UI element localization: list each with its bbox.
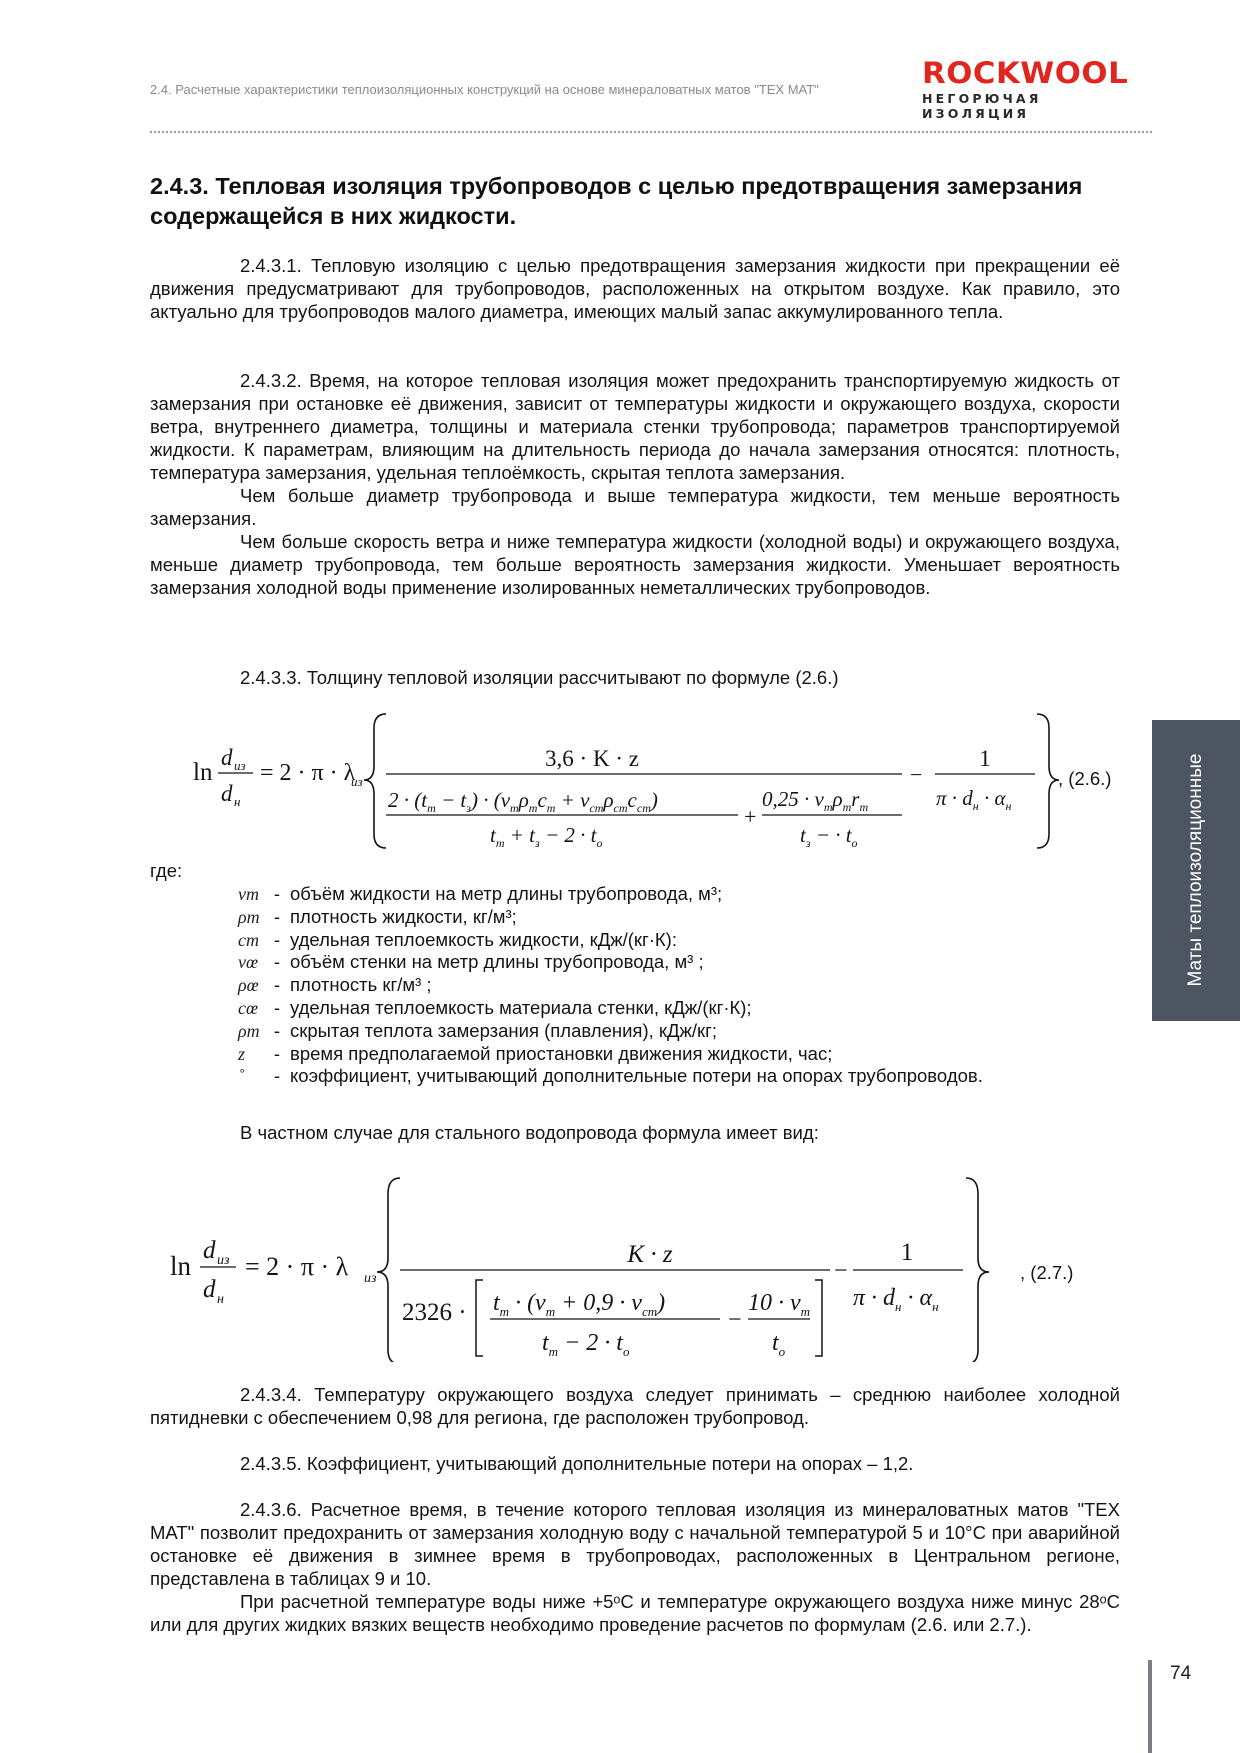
legend-description: плотность кг/м³ ;	[290, 974, 432, 996]
legend-description: объём стенки на метр длины трубопровода, м³ ;	[290, 951, 704, 973]
running-header: 2.4. Расчетные характеристики теплоизоляционных конструкций на основе минераловатных матов "ТЕХ МАТ"	[150, 82, 819, 97]
legend-symbol: ρm	[238, 906, 260, 927]
svg-text:0,25 · vтρтrт: $0,25 \cdot v_т\rho_тr_т$	[762, 787, 869, 814]
svg-text:н: н	[234, 794, 241, 809]
paragraph-block-6	[150, 1452, 1120, 1475]
paragraph-special-case: В частном случае для стального водопровода формула имеет вид:	[240, 1122, 819, 1143]
svg-text:π · dн · αн: $\pi \cdot d_н \cdot \alpha_н$	[936, 786, 1012, 813]
formula-2-6-ln: ln	[193, 759, 213, 786]
svg-text:K · z: K · z	[627, 1241, 673, 1268]
legend-description: плотность жидкости, кг/м³;	[290, 905, 517, 927]
page-number-rule	[1148, 1660, 1152, 1753]
paragraph-2-4-3-2: 2.4.3.2. Время, на которое тепловая изоляция может предохранить транспортируемую жидкость от замерзания при остановке её движения, зависит от температуры жидкости и окружающего воздуха, скорости ветра, внутреннего диаметра, толщины и материала стенки трубопровода; параметров транспортируемой жидкости. К параметрам, влияющим на длительность периода до начала замерзания относятся: плотность, температура замерзания, удельная теплоёмкость, скрытая теплота замерзания.	[150, 370, 1120, 483]
svg-text:1: 1	[979, 746, 991, 771]
svg-text:из: из	[364, 1271, 377, 1286]
legend-description: удельная теплоемкость жидкости, кДж/(кг·К):	[290, 928, 677, 950]
legend-symbol: ρœ	[238, 975, 259, 996]
svg-text:1: 1	[900, 1239, 914, 1266]
svg-text:2 · (tт − tз) · (vтρтcт + vстρ: $2 \cdot (t_т - t_з) \cdot (v_т\rho_тc_т + v_{ст}\rho_{ст}c_{ст})$	[388, 788, 658, 815]
paragraph-block-2	[150, 369, 1120, 599]
formula-2-6-number: , (2.6.)	[1058, 768, 1112, 789]
legend-symbol: ρm	[238, 1020, 260, 1041]
paragraph-wind: Чем больше скорость ветра и ниже температура жидкости (холодной воды) и окружающего воздуха, меньше диаметр трубопровода, тем больше вероятность замерзания жидкости. Уменьшает вероятность замерзания холодной воды применение изолированных неметаллических трубопроводов.	[150, 531, 1120, 598]
svg-text:3,6 · K · z: 3,6 · K · z	[545, 746, 639, 771]
legend-item: ρœ - плотность кг/м³ ;	[238, 974, 1138, 997]
formula-2-7-graphic	[150, 1172, 1150, 1362]
legend-item: νœ - объём стенки на метр длины трубопровода, м³ ;	[238, 951, 1138, 974]
legend-item: z - время предполагаемой приостановки движения жидкости, час;	[238, 1043, 1138, 1066]
svg-text:из: из	[217, 1253, 230, 1268]
side-chapter-tab	[1152, 720, 1240, 1021]
svg-text:10 · vт: $10 \cdot v_т$	[748, 1290, 811, 1319]
legend-symbol: νœ	[238, 952, 258, 973]
page-number: 74	[1170, 1663, 1192, 1684]
svg-text:d: d	[221, 781, 233, 806]
legend-description: удельная теплоемкость материала стенки, кДж/(кг·К);	[290, 996, 752, 1018]
svg-text:tт · (vт + 0,9 · vст): $t_т \cdot (v_т + 0,9 \cdot v_{ст})$	[493, 1290, 666, 1319]
svg-text:tо: $t_о$	[772, 1330, 786, 1359]
legend-symbol: z	[238, 1043, 246, 1064]
legend-symbol: cœ	[238, 997, 258, 1018]
svg-text:н: н	[217, 1292, 224, 1307]
header-divider	[150, 131, 1152, 133]
legend-item: ρm - скрытая теплота замерзания (плавления), кДж/кг;	[238, 1020, 1138, 1043]
svg-text:tт + tз − 2 · tо: $t_т + t_з - 2 \cdot t_о$	[490, 823, 603, 850]
symbol-legend	[238, 883, 1138, 1088]
svg-text:−: −	[728, 1307, 742, 1333]
svg-text:tт − 2 · tо: $t_т - 2 \cdot t_о$	[542, 1330, 630, 1359]
paragraph-block-1	[150, 254, 1120, 323]
svg-text:−: −	[910, 762, 923, 787]
svg-text:= 2 · π · λ: = 2 · π · λ	[245, 1252, 349, 1281]
svg-text:из: из	[234, 758, 246, 773]
where-label: где:	[150, 860, 183, 881]
svg-text:2326 ·: 2326 ·	[402, 1299, 467, 1326]
paragraph-2-4-3-4: 2.4.3.4. Температуру окружающего воздуха следует принимать – среднюю наиболее холодной пятидневки с обеспечением 0,98 для региона, где расположен трубопровод.	[150, 1384, 1120, 1428]
paragraph-diameter: Чем больше диаметр трубопровода и выше температура жидкости, тем меньше вероятность замерзания.	[150, 485, 1120, 529]
paragraph-2-4-3-5: 2.4.3.5. Коэффициент, учитывающий дополнительные потери на опорах – 1,2.	[240, 1453, 914, 1474]
svg-text:π · dн · αн: $\pi \cdot d_н \cdot \alpha_н$	[853, 1285, 939, 1314]
legend-symbol: ˚	[238, 1066, 244, 1087]
legend-description: объём жидкости на метр длины трубопровода, м³;	[290, 883, 723, 904]
paragraph-block-5	[150, 1383, 1120, 1429]
svg-text:+: +	[744, 804, 757, 829]
paragraph-block-7	[150, 1498, 1120, 1636]
legend-item: νm - объём жидкости на метр длины трубопровода, м³;	[238, 883, 1138, 906]
side-tab-label: Маты теплоизоляционные	[1185, 753, 1206, 987]
svg-text:d: d	[203, 1237, 216, 1264]
paragraph-block-4	[150, 1121, 1120, 1144]
formula-2-7-number: , (2.7.)	[1020, 1262, 1074, 1283]
svg-text:tз − · tо: $t_з$ − · $t_о$	[800, 823, 858, 850]
logo-wordmark: ROCKWOOL	[922, 56, 1129, 90]
paragraph-block-3	[150, 666, 1120, 689]
svg-text:из: из	[351, 774, 363, 789]
svg-text:ln: ln	[170, 1251, 192, 1281]
rockwool-logo	[922, 58, 1156, 121]
formula-2-7	[150, 1172, 1150, 1362]
legend-item: cœ - удельная теплоемкость материала стенки, кДж/(кг·К);	[238, 997, 1138, 1020]
logo-tagline: НЕГОРЮЧАЯ ИЗОЛЯЦИЯ	[922, 91, 1042, 121]
paragraph-2-4-3-6: 2.4.3.6. Расчетное время, в течение которого тепловая изоляция из минераловатных матов "ТЕХ МАТ" позволит предохранить от замерзания холодную воду с начальной температурой 5 и 10°С при аварийной остановке её движения в зимнее время в трубопроводах, расположенных в Центральном регионе, представлена в таблицах 9 и 10.	[150, 1499, 1120, 1589]
paragraph-2-4-3-3: 2.4.3.3. Толщину тепловой изоляции рассчитывают по формуле (2.6.)	[240, 667, 839, 688]
legend-item: ˚ - коэффициент, учитывающий дополнительные потери на опорах трубопроводов.	[238, 1065, 1138, 1088]
svg-text:= 2 · π · λ: = 2 · π · λ	[260, 760, 356, 786]
legend-symbol: cm	[238, 929, 259, 950]
legend-symbol: νm	[238, 884, 259, 904]
legend-description: коэффициент, учитывающий дополнительные потери на опорах трубопроводов.	[290, 1065, 983, 1087]
legend-description: скрытая теплота замерзания (плавления), кДж/кг;	[290, 1019, 718, 1041]
paragraph-2-4-3-1: 2.4.3.1. Тепловую изоляцию с целью предотвращения замерзания жидкости при прекращении её движения предусматривают для трубопроводов, расположенных на открытом воздухе. Как правило, это актуально для трубопроводов малого диаметра, имеющих малый запас аккумулированного тепла.	[150, 255, 1120, 322]
legend-item: cm - удельная теплоемкость жидкости, кДж/(кг·К):	[238, 929, 1138, 952]
svg-text:d: d	[221, 745, 233, 770]
legend-description: время предполагаемой приостановки движения жидкости, час;	[290, 1042, 833, 1064]
formula-2-6-graphic	[150, 706, 1150, 856]
formula-2-6	[150, 706, 1150, 856]
paragraph-low-temperature: При расчетной температуре воды ниже +5ᵒС и температуре окружающего воздуха ниже минус 28ᵒС или для других жидких вязких веществ необходимо проведение расчетов по формулам (2.6. или 2.7.).	[150, 1591, 1120, 1635]
svg-text:d: d	[203, 1276, 216, 1303]
legend-item: ρm - плотность жидкости, кг/м³;	[238, 906, 1138, 929]
section-title: 2.4.3. Тепловая изоляция трубопроводов с целью предотвращения замерзания содержащейся в них жидкости.	[150, 173, 1083, 229]
svg-text:−: −	[834, 1258, 848, 1284]
